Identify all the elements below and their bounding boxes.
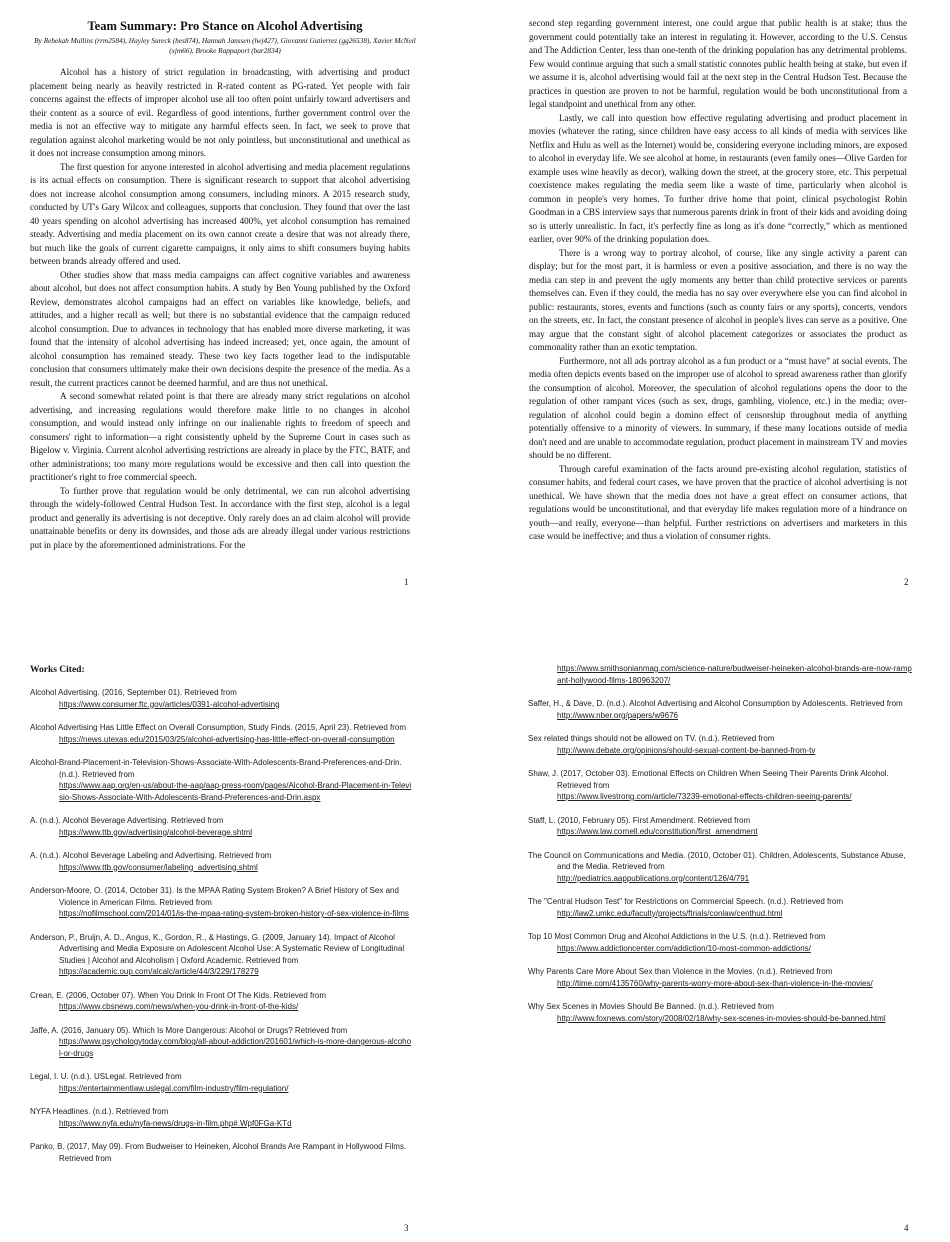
citation-link[interactable]: https://www.aap.org/en-us/about-the-aap/aap-press-room/pages/Alcohol-Brand-Placement-in-Televisio-Shows-Associate-With-Adolescents-Brand-Preferences-and-Drin.aspx xyxy=(59,781,412,802)
citation-link[interactable]: http://www.nber.org/papers/w9676 xyxy=(557,710,678,720)
citation: Crean, E. (2006, October 07). When You Drink In Front Of The Kids. Retrieved from https://www.cbsnews.com/news/when-you-drink-in-front-of-the-kids/ xyxy=(30,990,326,1011)
page-1 xyxy=(0,0,475,621)
citation: Alcohol Advertising Has Little Effect on Overall Consumption, Study Finds. (2015, April 23). Retrieved from https://news.utexas.edu/2015/03/25/alcohol-advertising-has-little-effect-on-overall-consumption xyxy=(30,723,407,744)
citation: Staff, L. (2010, February 05). First Amendment. Retrieved from https://www.law.cornell.edu/constitution/first_amendment xyxy=(528,815,758,836)
page-2-body xyxy=(529,17,907,544)
citation-link[interactable]: https://www.addictioncenter.com/addiction/10-most-common-addictions/ xyxy=(557,943,811,953)
citation-link[interactable]: http://law2.umkc.edu/faculty/projects/ftrials/conlaw/centhud.html xyxy=(557,908,783,918)
works-cited-heading: Works Cited: xyxy=(30,665,85,675)
paragraph: The first question for anyone interested in alcohol advertising and media placement regulations is its actual effects on consumption. There is significant research to support that alcohol advertising does not increase alcohol consumption among consumers, including minors. A 2015 research study, conducted by UT's Gary Wilcox and colleagues, supports that conclusion. They found that over the last 40 years spending on alcohol advertising has increased 400%, yet alcohol consumption has remained steady. Advertising and media placement on its own cannot create a desire that was not already there, but much like the goals of current cigarette campaigns, it only aims to shift consumers buying habits between brands already offered and used. xyxy=(30,161,410,266)
citation-list xyxy=(30,687,412,1176)
page-number: 2 xyxy=(904,577,909,587)
paragraph: second step regarding government interest, one could argue that public health is at stake; thus the government could potentially take an interest in regulating it. However, according to the U.S. Census and The Addiction Center, less than one-tenth of the drinking population has any detrimental problems. Few would continue arguing that such a small statistic connotes public health being at stake, but even if we assume it is, alcohol advertising would fail at the next step in the Central Hudson Test. Because the practices in question are proven to not be harmful, regulation would be both unconstitutional from a legal standpoint and unethical from any other. xyxy=(529,18,907,109)
citation: A. (n.d.). Alcohol Beverage Advertising. Retrieved from https://www.ttb.gov/advertising/alcohol-beverage.shtml xyxy=(30,816,252,837)
citation: A. (n.d.). Alcohol Beverage Labeling and Advertising. Retrieved from https://www.ttb.gov/consumer/labeling_advertising.shtml xyxy=(30,851,272,872)
citation-link[interactable]: https://www.smithsonianmag.com/science-nature/budweiser-heineken-alcohol-brands-are-now-rampant-hollywood-films-180963207/ xyxy=(557,664,912,685)
paragraph: Furthermore, not all ads portray alcohol as a fun product or a “must have” at social events. The media often depicts events based on the improper use of alcohol to spread awareness rather than glorify the consumption of alcohol. Moreover, the speculation of alcohol regulations opens the door to the regulation of other rampant vices (such as sex, drugs, gambling, violence, etc.) in the media; over-regulation of alcohol could begin a domino effect of censorship throughout media of anything potentially offensive to a minority of viewers. In summary, if these many locations outside of media don't need and are unable to accommodate regulation, product placement in mainstream TV and movies should be no different. xyxy=(529,355,907,460)
citation-link[interactable]: https://news.utexas.edu/2015/03/25/alcohol-advertising-has-little-effect-on-overall-consumption xyxy=(59,734,395,744)
page-3 xyxy=(0,621,475,1242)
paragraph: To further prove that regulation would be only detrimental, we can run alcohol advertising through the widely-followed Central Hudson Test. In accordance with the first step, alcohol is a legal product and generally its advertising is not deceptive. Only rarely does an ad claim alcohol will provide unattainable benefits or deny its downsides, and those ads are already illegal under various restrictions put in place by the aforementioned administrations. For the xyxy=(30,485,410,550)
citation-link[interactable]: http://time.com/4135760/why-parents-worry-more-about-sex-than-violence-in-the-movies/ xyxy=(557,978,873,988)
citation-link[interactable]: https://entertainmentlaw.uslegal.com/film-industry/film-regulation/ xyxy=(59,1083,289,1093)
citation-link[interactable]: http://pediatrics.aappublications.org/content/126/4/791 xyxy=(557,873,750,883)
citation: Top 10 Most Common Drug and Alcohol Addictions in the U.S. (n.d.). Retrieved from https://www.addictioncenter.com/addiction/10-most-common-addictions/ xyxy=(528,932,826,953)
citation-link[interactable]: https://www.consumer.ftc.gov/articles/0391-alcohol-advertising xyxy=(59,699,280,709)
citation: Shaw, J. (2017, October 03). Emotional Effects on Children When Seeing Their Parents Drink Alcohol. Retrieved from https://www.livestrong.com/article/73239-emotional-effects-children-seeing-parents/ xyxy=(528,769,889,801)
author-list: By Rebekah Mullins (rrm2584), Hayley Sureck (hes874), Hannah Janssen (hej427), Giovanni Gutierrez (gg26538), Xavier McNeil (xjm66), Brooke Rappaport (bar2834) xyxy=(34,36,416,55)
citation-link[interactable]: http://www.debate.org/opinions/should-sexual-content-be-banned-from-tv xyxy=(557,745,816,755)
page-1-body xyxy=(30,66,410,552)
citation: Why Sex Scenes in Movies Should Be Banned. (n.d.). Retrieved from http://www.foxnews.com/story/2008/02/18/why-sex-scenes-in-movies-should-be-banned.html xyxy=(528,1002,886,1023)
citation: Alcohol-Brand-Placement-in-Television-Shows-Associate-With-Adolescents-Brand-Preferences-and-Drin. (n.d.). Retrieved from https://www.aap.org/en-us/about-the-aap/aap-press-room/pages/Alcohol-Brand-Placement-in-Televisio-Shows-Associate-With-Adolescents-Brand-Preferences-and-Drin.aspx xyxy=(30,758,412,802)
citation: Anderson-Moore, O. (2014, October 31). Is the MPAA Rating System Broken? A Brief History of Sex and Violence in American Films. Retrieved from https://nofilmschool.com/2014/01/is-the-mpaa-rating-system-broken-history-of-sex-violence-in-films xyxy=(30,886,409,918)
citation: Anderson, P., Bruijn, A. D., Angus, K., Gordon, R., & Hastings, G. (2009, January 14). Impact of Alcohol Advertising and Media Exposure on Adolescent Alcohol Use: A Systematic Review of Longitudinal Studies | Alcohol and Alcoholism | Oxford Academic. Retrieved from https://academic.oup.com/alcalc/article/44/3/229/178279 xyxy=(30,932,405,976)
citation-link[interactable]: https://www.law.cornell.edu/constitution/first_amendment xyxy=(557,827,758,836)
paragraph: A second somewhat related point is that there are already many strict regulations on alcohol advertising, and increasing regulations would therefore make little to no changes in alcohol consumption, and would instead only infringe on our inalienable rights to freedom of speech and consumers' right to information—a right consistently upheld by the Supreme Court in cases such as Bigelow v. Virginia. Current alcohol advertising restrictions are already in place by the FTC, BATF, and other administrations; too many more regulations would be excessive and then call into question the practitioner's right to free commercial speech. xyxy=(30,391,410,482)
page-number: 1 xyxy=(404,577,409,587)
citation-link[interactable]: https://nofilmschool.com/2014/01/is-the-mpaa-rating-system-broken-history-of-sex-violence-in-films xyxy=(59,909,409,918)
page-number: 3 xyxy=(404,1223,409,1233)
citation-link[interactable]: https://www.psychologytoday.com/blog/all-about-addiction/201601/which-is-more-dangerous-alcohol-or-drugs xyxy=(59,1037,412,1058)
page-2 xyxy=(475,0,950,621)
paragraph: Lastly, we call into question how effective regulating advertising and product placement in movies (whatever the rating, since children have easy access to all kinds of media with services like Netflix and Hulu as well as the Internet) would be, considering everyone including minors, are exposed to alcohol in everyday life. We see alcohol at home, in restaurants (even family ones—Olive Garden for example uses wine heavily as decor), walking down the street, at the grocery store, etc. This perpetual coexistence makes regulating the media seem like a waste of time, particularly when alcohol is common in people's very homes. To further drive home that point, clinical psychologist Robin Goodman in a CBS interview says that numerous parents drink in front of their kids and avoiding doing so is utterly unrealistic. In fact, it's perfectly fine as long as it's done “correctly,” which as mentioned earlier, over 90% of the drinking population does. xyxy=(529,112,907,244)
paragraph: Other studies show that mass media campaigns can affect cognitive variables and awareness about alcohol, but does not affect consumption habits. A study by Ben Young published by the Oxford Review, demonstrates alcohol campaigns had an effect on variables like knowledge, beliefs, and attitudes, and a higher recall as well; but there is no substantial evidence that the campaign reduced alcohol consumption. Due to advances in technology that has enabled more diverse marketing, it was found that the intensity of alcohol advertising has indeed increased; yet, once again, the amount of alcohol consumption has remained steady. These two key facts together lead to the indisputable conclusion that consumers ultimately make their own decisions despite the presence of the media. As a result, the current practices cannot be deemed harmful, and are thus not unethical. xyxy=(30,269,410,388)
citation: Legal, I. U. (n.d.). USLegal. Retrieved from https://entertainmentlaw.uslegal.com/film-industry/film-regulation/ xyxy=(30,1072,289,1093)
page-4 xyxy=(475,621,950,1242)
paragraph: Alcohol has a history of strict regulation in broadcasting, with advertising and product placement being nearly as heavily restricted in R-rated content as PG-rated. Yet people with fair concerns against the effects of improper alcohol use all too often point unfairly toward advertisers and their content as a source of evil. Regardless of good intentions, further government control over the media is not an effective way to mitigate any harmful effects seen. In fact, we seek to prove that regulation against alcohol marketing would be not only pointless, but unconstitutional and unethical as it does not increase consumption among minors. xyxy=(30,67,410,158)
citation-link[interactable]: http://www.foxnews.com/story/2008/02/18/why-sex-scenes-in-movies-should-be-banned.html xyxy=(557,1013,886,1023)
paragraph: There is a wrong way to portray alcohol, of course, like any single activity a parent can display; but for the most part, it is harmless or even a positive association, and there is no way the media can step in and prevent the ugly moments any better than child protective services or parents themselves can. Even if they could, the media has no say over everywhere else you can find alcohol in public: restaurants, stores, events and functions (such as county fairs or any sports), concerts, vendors on the streets, etc. In fact, the constant presence of alcohol in people's lives can serve as a positive. One may argue that the constant sight of alcohol placement categorizes or associates the product as commonality rather than an exotic temptation. xyxy=(529,247,907,352)
citation: Why Parents Care More About Sex than Violence in the Movies. (n.d.). Retrieved from http://time.com/4135760/why-parents-worry-more-about-sex-than-violence-in-the-movies/ xyxy=(528,967,873,988)
paragraph: Through careful examination of the facts around pre-existing alcohol regulation, statistics of consumer habits, and federal court cases, we have proven that the practice of alcohol advertising is not unethical. We have shown that the media does not have a great effect on consumer actions, that regulations would be unconstitutional, and that everyday life makes regulation more of a hindrance on youth—and really, everyone—than helpful. Further restrictions on advertisers and marketers in this case would be ineffective; and thus a violation of consumer rights. xyxy=(529,463,907,541)
citation-link[interactable]: https://www.livestrong.com/article/73239-emotional-effects-children-seeing-parents/ xyxy=(557,792,852,801)
citation: The Council on Communications and Media. (2010, October 01). Children, Adolescents, Substance Abuse, and the Media. Retrieved from http://pediatrics.aappublications.org/content/126/4/791 xyxy=(528,850,906,883)
citation: Panko, B. (2017, May 09). From Budweiser to Heineken, Alcohol Brands Are Rampant in Hollywood Films. Retrieved from xyxy=(30,1142,407,1163)
citation-link[interactable]: https://www.nyfa.edu/nyfa-news/drugs-in-film.php#.Wpf0FGa-KTd xyxy=(59,1118,292,1128)
citation: Alcohol Advertising. (2016, September 01). Retrieved from https://www.consumer.ftc.gov/articles/0391-alcohol-advertising xyxy=(30,688,280,709)
citation-continued xyxy=(557,663,912,686)
citation: Sex related things should not be allowed on TV. (n.d.). Retrieved from http://www.debate.org/opinions/should-sexual-content-be-banned-from-tv xyxy=(528,734,816,755)
citation-link[interactable]: https://www.ttb.gov/consumer/labeling_advertising.shtml xyxy=(59,862,258,872)
page-number: 4 xyxy=(904,1223,909,1233)
citation-link[interactable]: https://www.ttb.gov/advertising/alcohol-beverage.shtml xyxy=(59,827,252,837)
citation: Jaffe, A. (2016, January 05). Which Is More Dangerous: Alcohol or Drugs? Retrieved from https://www.psychologytoday.com/blog/all-about-addiction/201601/which-is-more-dangerous-alcohol-or-drugs xyxy=(30,1025,412,1058)
citation-link[interactable]: https://academic.oup.com/alcalc/article/44/3/229/178279 xyxy=(59,967,259,976)
citation-list xyxy=(528,663,912,1036)
document-title: Team Summary: Pro Stance on Alcohol Advertising xyxy=(87,19,363,33)
citation: Saffer, H., & Dave, D. (n.d.). Alcohol Advertising and Alcohol Consumption by Adolescents. Retrieved from http://www.nber.org/papers/w9676 xyxy=(528,699,903,720)
citation: NYFA Headlines. (n.d.). Retrieved from https://www.nyfa.edu/nyfa-news/drugs-in-film.php#.Wpf0FGa-KTd xyxy=(30,1107,292,1128)
citation: The "Central Hudson Test" for Restrictions on Commercial Speech. (n.d.). Retrieved from http://law2.umkc.edu/faculty/projects/ftrials/conlaw/centhud.html xyxy=(528,897,843,918)
citation-link[interactable]: https://www.cbsnews.com/news/when-you-drink-in-front-of-the-kids/ xyxy=(59,1002,299,1011)
